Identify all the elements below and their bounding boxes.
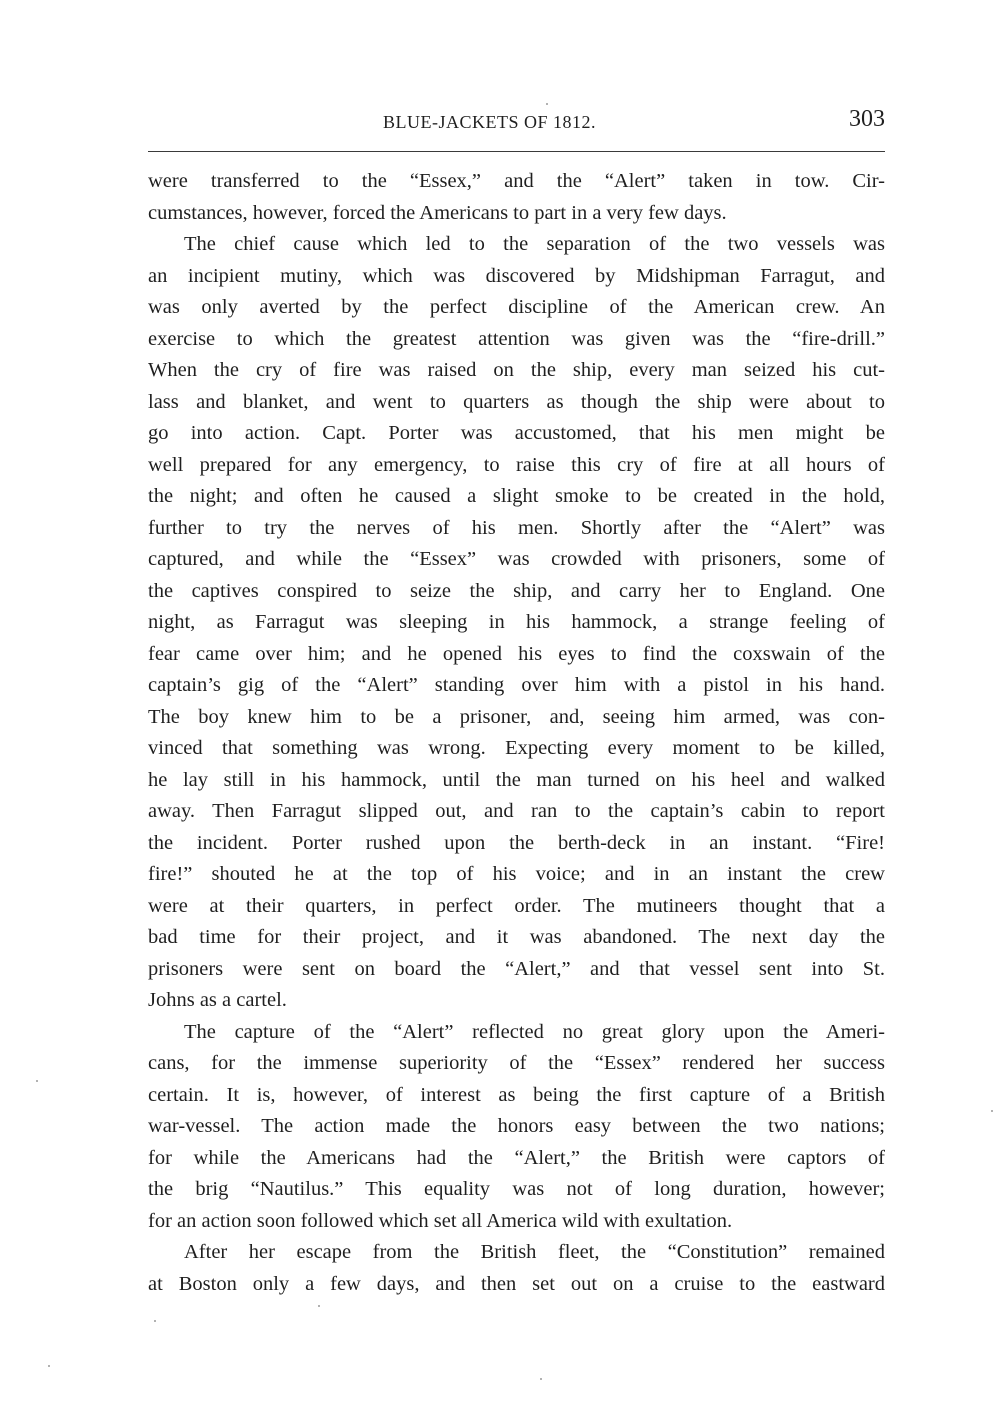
text-line: away. Then Farragut slipped out, and ran to the captain’s cabin to report — [148, 800, 885, 822]
text-line: bad time for their project, and it was abandoned. The next day the — [148, 926, 885, 948]
text-line: for while the Americans had the “Alert,” the British were captors of — [148, 1146, 885, 1169]
scan-speck — [546, 103, 548, 105]
text-line: The boy knew him to be a prisoner, and, seeing him armed, was con- — [148, 705, 885, 728]
scan-speck — [991, 1110, 993, 1112]
text-line: exercise to which the greatest attention was given was the “fire-drill.” — [148, 327, 885, 350]
text-line: the captives conspired to seize the ship, and carry her to England. One — [148, 579, 885, 602]
text-line: the night; and often he caused a slight smoke to be created in the hold, — [148, 485, 885, 507]
text-line: night, as Farragut was sleeping in his hammock, a strange feeling of — [148, 611, 885, 633]
body-text — [148, 166, 885, 1300]
page-number: 303 — [849, 106, 885, 132]
text-line: further to try the nerves of his men. Shortly after the “Alert” was — [148, 516, 885, 539]
scan-speck — [154, 1320, 156, 1322]
text-line: for an action soon followed which set all America wild with exultation. — [148, 1209, 733, 1232]
header-rule — [148, 151, 885, 152]
text-line: at Boston only a few days, and then set out on a cruise to the eastward — [148, 1272, 885, 1295]
scan-speck — [540, 1378, 542, 1380]
text-line: captured, and while the “Essex” was crowded with prisoners, some of — [148, 548, 885, 570]
text-line: were transferred to the “Essex,” and the “Alert” taken in tow. Cir- — [148, 170, 885, 192]
text-line: he lay still in his hammock, until the man turned on his heel and walked — [148, 768, 885, 791]
running-title: BLUE-JACKETS OF 1812. — [383, 112, 597, 132]
text-line: When the cry of fire was raised on the ship, every man seized his cut- — [148, 359, 885, 381]
scan-speck — [36, 1080, 38, 1082]
text-line: fear came over him; and he opened his eyes to find the coxswain of the — [148, 642, 885, 665]
text-line: the incident. Porter rushed upon the berth-deck in an instant. “Fire! — [148, 831, 885, 854]
text-line: vinced that something was wrong. Expecting every moment to be killed, — [148, 737, 885, 759]
text-line: prisoners were sent on board the “Alert,” and that vessel sent into St. — [148, 957, 885, 980]
text-line: well prepared for any emergency, to raise this cry of fire at all hours of — [148, 453, 885, 476]
running-head — [148, 106, 885, 142]
text-line: go into action. Capt. Porter was accustomed, that his men might be — [148, 422, 885, 444]
text-line: captain’s gig of the “Alert” standing over him with a pistol in his hand. — [148, 674, 885, 696]
text-line: Johns as a cartel. — [148, 989, 287, 1011]
text-line: The chief cause which led to the separation of the two vessels was — [184, 233, 885, 255]
text-line: The capture of the “Alert” reflected no great glory upon the Ameri- — [184, 1020, 885, 1043]
text-line: was only averted by the perfect discipline of the American crew. An — [148, 296, 885, 318]
text-line: certain. It is, however, of interest as being the first capture of a British — [148, 1083, 885, 1106]
scan-speck — [318, 1305, 320, 1307]
text-line: After her escape from the British fleet, the “Constitution” remained — [184, 1241, 885, 1263]
text-line: were at their quarters, in perfect order. The mutineers thought that a — [148, 894, 885, 917]
text-line: cumstances, however, forced the Americans to part in a very few days. — [148, 201, 727, 224]
text-line: cans, for the immense superiority of the “Essex” rendered her success — [148, 1052, 885, 1074]
scan-speck — [48, 1365, 50, 1367]
text-line: fire!” shouted he at the top of his voice; and in an instant the crew — [148, 863, 885, 885]
text-line: lass and blanket, and went to quarters as though the ship were about to — [148, 390, 885, 413]
text-line: war-vessel. The action made the honors easy between the two nations; — [148, 1115, 885, 1137]
text-line: the brig “Nautilus.” This equality was not of long duration, however; — [148, 1178, 885, 1200]
text-line: an incipient mutiny, which was discovered by Midshipman Farragut, and — [148, 264, 885, 287]
